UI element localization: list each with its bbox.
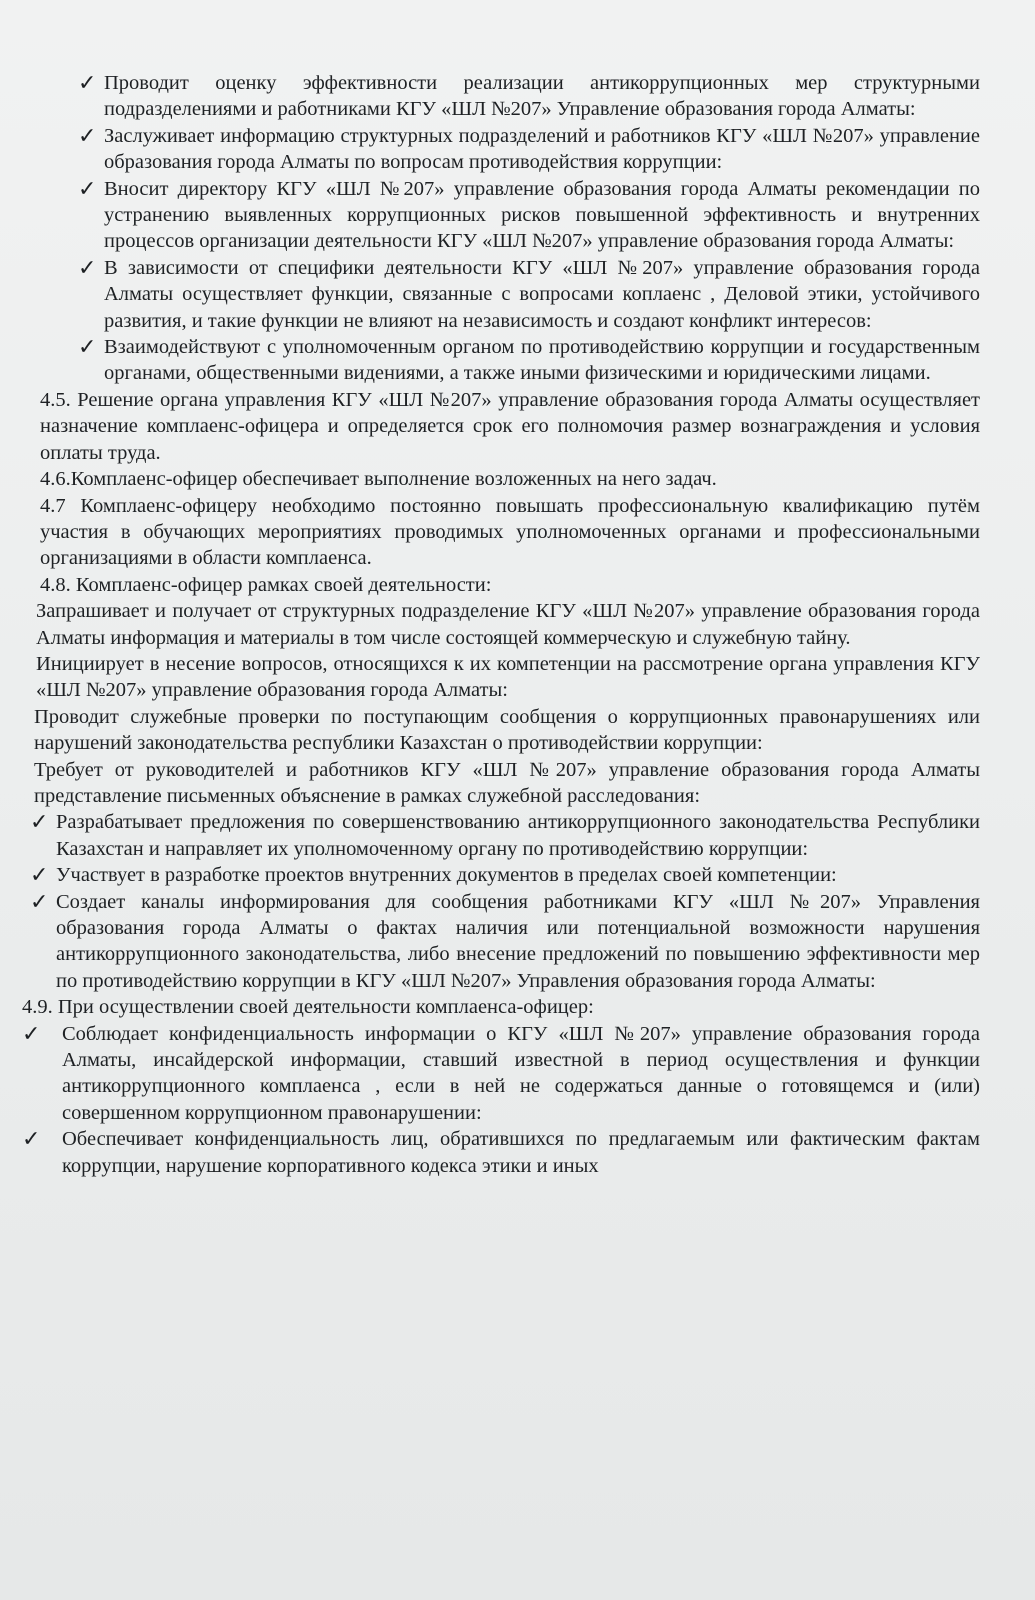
list-item bbox=[30, 889, 980, 995]
document-body bbox=[22, 70, 980, 1179]
list-item bbox=[30, 809, 980, 862]
list-item bbox=[30, 334, 980, 387]
paragraph-initiate: Инициирует в несение вопросов, относящихся к их компетенции на рассмотрение органа управления КГУ «ШЛ №207» управление образования города Алматы: bbox=[36, 652, 980, 702]
checkmark-icon: ✓ bbox=[30, 862, 49, 888]
list-item bbox=[30, 862, 980, 888]
list-item-text: Вносит директору КГУ «ШЛ №207» управление образования города Алматы рекомендации по устранению выявленных коррупционных рисков повышенной эффективность и внутренних процессов организации деятельности КГУ «ШЛ №207» управление образования города Алматы: bbox=[104, 177, 980, 253]
checkmark-icon: ✓ bbox=[78, 70, 97, 95]
checkmark-icon: ✓ bbox=[22, 1126, 41, 1152]
checkmark-icon: ✓ bbox=[78, 175, 97, 201]
paragraph-explanations: Требует от руководителей и работников КГУ «ШЛ №207» управление образования города Алматы представление письменных объяснение в рамках служебной расследования: bbox=[34, 758, 980, 807]
list-item bbox=[22, 1126, 980, 1179]
paragraph-4-5: 4.5. Решение органа управления КГУ «ШЛ №207» управление образования города Алматы осуществляет назначение комплаенс-офицера и определяется срок его полномочия размер вознаграждения и условия оплаты труда. bbox=[40, 388, 980, 464]
checkmark-icon: ✓ bbox=[22, 1020, 41, 1046]
list-item-text: Взаимодействуют с уполномоченным органом по противодействию коррупции и государственным органами, общественными видениями, а также иными физическими и юридическими лицами. bbox=[104, 336, 980, 385]
paragraph-4-6: 4.6.Комплаенс-офицер обеспечивает выполнение возложенных на него задач. bbox=[40, 468, 717, 491]
list-item-text: В зависимости от специфики деятельности КГУ «ШЛ №207» управление образования города Алматы осуществляет функции, связанные с вопросами коплаенс , Деловой этики, устойчивого развития, и такие функции не влияют на независимость и создают конфликт интересов: bbox=[104, 256, 980, 332]
list-item-text: Участвует в разработке проектов внутренних документов в пределах своей компетенции: bbox=[56, 864, 837, 887]
list-item bbox=[22, 1020, 980, 1127]
list-item-text: Заслуживает информацию структурных подразделений и работников КГУ «ШЛ №207» управление образования города Алматы по вопросам противодействия коррупции: bbox=[104, 124, 980, 174]
paragraph-4-8: 4.8. Комплаенс-офицер рамках своей деятельности: bbox=[40, 573, 492, 596]
paragraph-inspections: Проводит служебные проверки по поступающим сообщения о коррупционных правонарушениях или нарушений законодательства республики Казахстан о противодействии коррупции: bbox=[34, 705, 980, 755]
list-item bbox=[30, 70, 980, 123]
list-item-text: Соблюдает конфиденциальность информации о КГУ «ШЛ №207» управление образования города Алматы, инсайдерской информации, ставший известной в период осуществления и функции антикоррупционного комплаенса , если в ней не содержаться данные о готовящемся и (или) совершенном коррупционном правонарушении: bbox=[62, 1022, 980, 1124]
checkmark-icon: ✓ bbox=[78, 334, 97, 360]
list-item bbox=[30, 255, 980, 334]
list-item-text: Создает каналы информирования для сообщения работниками КГУ «ШЛ №207» Управления образования города Алматы о фактах наличия или потенциальной возможности нарушения антикоррупционного законодательства, либо внесение предложений по повышению эффективности мер по противодействию коррупции в КГУ «ШЛ №207» Управления образования города Алматы: bbox=[56, 890, 980, 992]
list-item bbox=[30, 123, 980, 176]
paragraph-4-7: 4.7 Комплаенс-офицеру необходимо постоянно повышать профессиональную квалификацию путём участия в обучающих мероприятиях проводимых уполномоченных органами и профессиональными организациями в области комплаенса. bbox=[40, 494, 980, 570]
checkmark-icon: ✓ bbox=[30, 809, 49, 835]
checkmark-icon: ✓ bbox=[78, 254, 97, 280]
list-item-text: Разрабатывает предложения по совершенствованию антикоррупционного законодательства Республики Казахстан и направляет их уполномоченному органу по противодействию коррупции: bbox=[56, 811, 980, 860]
checkmark-icon: ✓ bbox=[78, 122, 97, 148]
paragraph-request: Запрашивает и получает от структурных подразделение КГУ «ШЛ №207» управление образования города Алматы информация и материалы в том числе состоящей коммерческую и служебную тайну. bbox=[36, 600, 980, 649]
list-item-text: Проводит оценку эффективности реализации антикоррупционных мер структурными подразделениями и работниками КГУ «ШЛ №207» Управление образования города Алматы: bbox=[104, 72, 980, 121]
list-item bbox=[30, 176, 980, 255]
checkmark-icon: ✓ bbox=[30, 888, 49, 914]
paragraph-4-9: 4.9. При осуществлении своей деятельности комплаенса-офицер: bbox=[22, 996, 594, 1019]
list-item-text: Обеспечивает конфиденциальность лиц, обратившихся по предлагаемым или фактическим фактам коррупции, нарушение корпоративного кодекса этики и иных bbox=[62, 1128, 980, 1177]
